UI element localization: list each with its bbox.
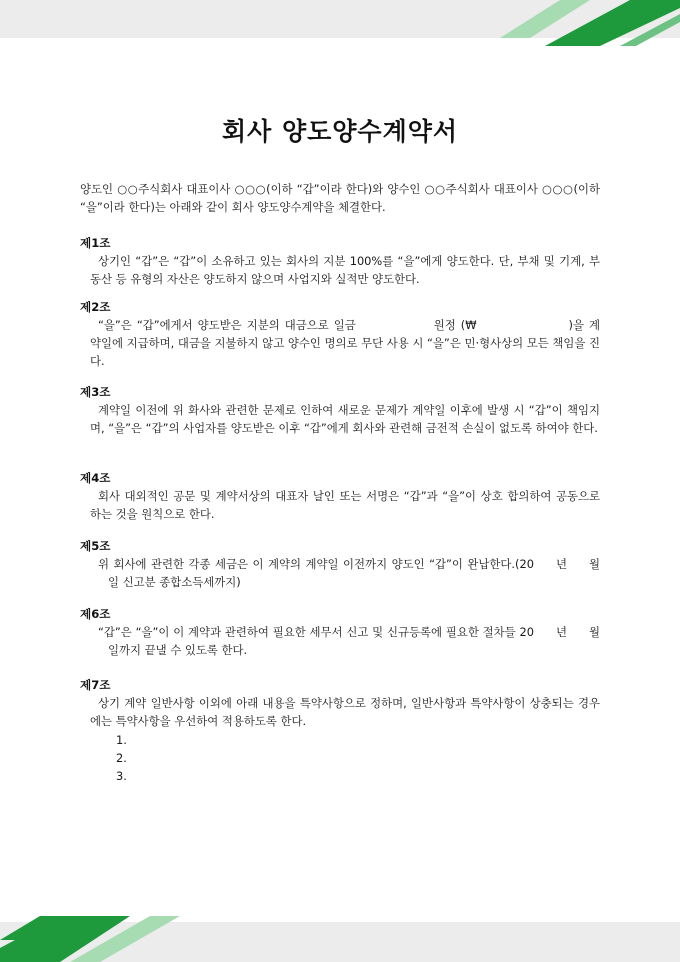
article-7 xyxy=(80,677,600,730)
article-4 xyxy=(80,470,600,523)
article-body xyxy=(80,316,600,370)
article-text: “을”은 “갑”에게서 양도받은 지분의 대금으로 일금 xyxy=(98,318,356,332)
article-text: 일까지 끝낼 수 있도록 한다. xyxy=(108,643,248,657)
special-terms-list xyxy=(116,731,127,785)
article-title: 제1조 xyxy=(80,236,111,250)
article-text: “갑”은 “을”이 이 계약과 관련하여 필요한 세무서 신고 및 신규등록에 필요한 절차들 20 xyxy=(98,625,534,639)
article-text: 원정 (₩ xyxy=(433,318,477,332)
article-body: 회사 대외적인 공문 및 계약서상의 대표자 날인 또는 서명은 “갑”과 “을”이 상호 합의하여 공동으로 하는 것을 원칙으로 한다. xyxy=(90,489,600,521)
article-title: 제7조 xyxy=(80,678,111,692)
article-text: 월 xyxy=(588,557,600,571)
article-body: 계약일 이전에 위 화사와 관련한 문제로 인하여 새로운 문제가 계약일 이후에 발생 시 “갑”이 책임지며, “을”은 “갑”의 사업자를 양도받은 이후 “갑”에게 회사와 관련해 금전적 손실이 없도록 하여야 한다. xyxy=(90,403,600,435)
article-text: 월 xyxy=(588,625,600,639)
article-1 xyxy=(80,235,600,288)
list-item: 3. xyxy=(116,769,127,783)
article-text: 년 xyxy=(555,557,567,571)
article-text: 일 신고분 종합소득세까지) xyxy=(108,575,241,589)
article-title: 제3조 xyxy=(80,385,111,399)
article-title: 제6조 xyxy=(80,607,111,621)
article-5 xyxy=(80,538,600,591)
document-title: 회사 양도양수계약서 xyxy=(221,117,459,146)
intro-paragraph: 양도인 ○○주식회사 대표이사 ○○○(이하 “갑”이라 한다)와 양수인 ○○주식회사 대표이사 ○○○(이하 “을”이라 한다)는 아래와 같이 회사 양도양수계약을 체결한다. xyxy=(80,182,600,214)
article-6 xyxy=(80,606,600,659)
article-3 xyxy=(80,384,600,437)
article-text: )을 계약일에 지급하며, 대금을 지불하지 않고 양수인 명의로 무단 사용 시 “을”은 민·형사상의 모든 책임을 진다. xyxy=(90,318,600,368)
article-body xyxy=(80,555,600,591)
article-title: 제2조 xyxy=(80,300,111,314)
article-text: 년 xyxy=(555,625,567,639)
article-title: 제4조 xyxy=(80,471,111,485)
article-2 xyxy=(80,299,600,370)
list-item: 2. xyxy=(116,751,127,765)
article-text: 위 회사에 관련한 각종 세금은 이 계약의 계약일 이전까지 양도인 “갑”이 완납한다.(20 xyxy=(98,557,534,571)
article-body: 상기인 “갑”은 “갑”이 소유하고 있는 회사의 지분 100%를 “을”에게 양도한다. 단, 부채 및 기계, 부동산 등 유형의 자산은 양도하지 않으며 사업지와 실적만 양도한다. xyxy=(90,254,600,286)
list-item: 1. xyxy=(116,733,127,747)
article-body xyxy=(80,623,600,659)
article-body: 상기 계약 일반사항 이외에 아래 내용을 특약사항으로 정하며, 일반사항과 특약사항이 상충되는 경우에는 특약사항을 우선하여 적용하도록 한다. xyxy=(90,696,600,728)
article-title: 제5조 xyxy=(80,539,111,553)
